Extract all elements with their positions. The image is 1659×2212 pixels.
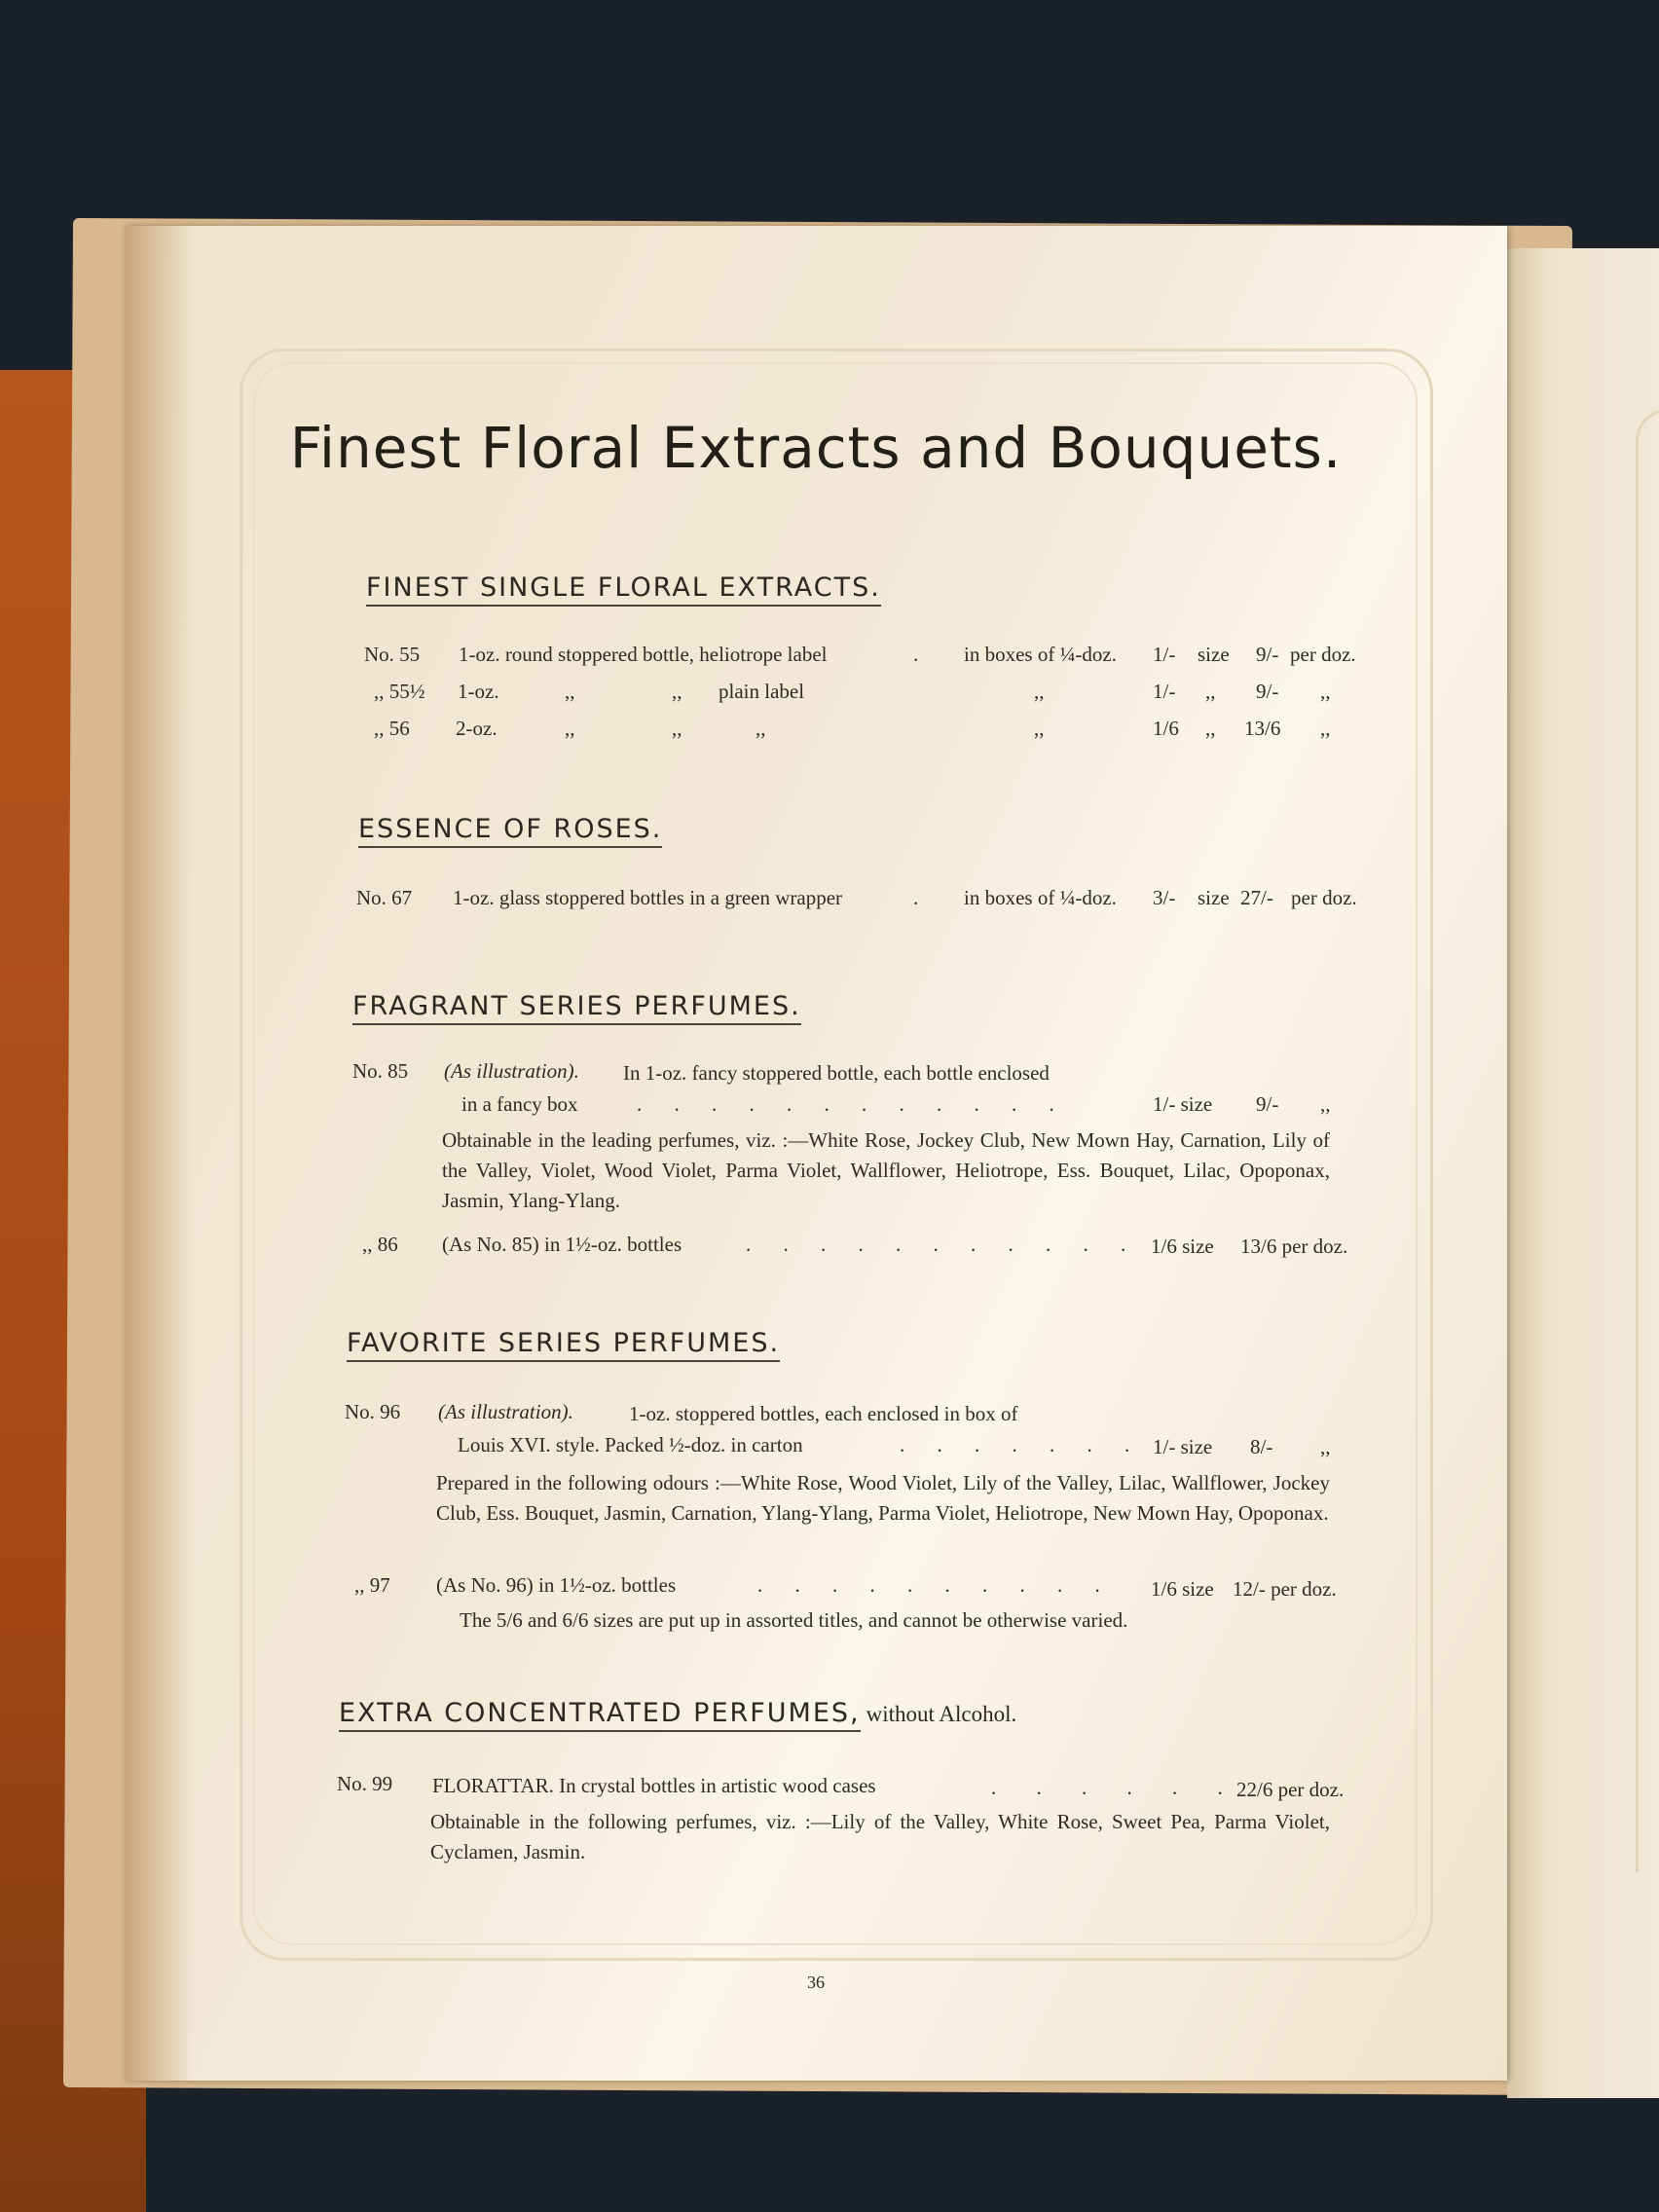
row-96-per: ,,	[1320, 1435, 1331, 1458]
row-86-size: 1/6 size	[1151, 1235, 1214, 1258]
row-56-ditto2: ,,	[672, 717, 682, 740]
row-55half-price: 9/-	[1256, 680, 1279, 703]
row-85-illustration: (As illustration).	[444, 1059, 579, 1083]
row-67-per: per doz.	[1291, 886, 1357, 909]
row-99-leader-dots: . . . . . .	[991, 1776, 1240, 1799]
row-99-line1: FLORATTAR. In crystal bottles in artistic wood cases	[432, 1774, 876, 1797]
row-97-desc: (As No. 96) in 1½-oz. bottles	[436, 1573, 677, 1597]
row-55half-size: 1/-	[1153, 680, 1176, 703]
row-55-per: per doz.	[1290, 643, 1356, 666]
row-55half-ditto2: ,,	[672, 680, 682, 703]
row-85-price: 9/-	[1256, 1092, 1279, 1116]
row-55-boxes: in boxes of ¼-doz.	[964, 643, 1117, 666]
row-55half-desc: 1-oz.	[458, 680, 499, 703]
row-85-leader-dots: . . . . . . . . . . . .	[637, 1092, 1068, 1116]
facing-page-frame	[1636, 409, 1659, 1872]
row-55-dot: .	[913, 643, 919, 666]
section-heading-extra: EXTRA CONCENTRATED PERFUMES, without Alcohol.	[339, 1698, 1016, 1728]
row-55-no: No. 55	[364, 643, 421, 666]
row-85-per: ,,	[1320, 1092, 1331, 1116]
row-56-no: ,, 56	[374, 717, 410, 740]
row-96-price: 8/-	[1250, 1435, 1273, 1458]
row-55half-size-label: ,,	[1205, 680, 1216, 703]
row-55half-ditto1: ,,	[565, 680, 575, 703]
section-heading-favorite: FAVORITE SERIES PERFUMES.	[347, 1328, 780, 1358]
row-67-boxes: in boxes of ¼-doz.	[964, 886, 1117, 909]
row-56-boxes: ,,	[1034, 717, 1045, 740]
row-96-leader-dots: . . . . . . .	[900, 1433, 1144, 1456]
section-heading-single: FINEST SINGLE FLORAL EXTRACTS.	[366, 572, 881, 603]
row-97-note: The 5/6 and 6/6 sizes are put up in assorted titles, and cannot be otherwise varied.	[460, 1608, 1128, 1632]
catalogue-page	[125, 226, 1507, 2081]
row-99-price: 22/6 per doz.	[1236, 1778, 1345, 1801]
row-67-size-label: size	[1198, 886, 1230, 909]
row-55half-per: ,,	[1320, 680, 1331, 703]
row-55-price: 9/-	[1256, 643, 1279, 666]
row-86-price: 13/6 per doz.	[1240, 1235, 1348, 1258]
row-99-obtainable: Obtainable in the following perfumes, viz. :—Lily of the Valley, White Rose, Sweet Pea, Parma Violet, Cyclamen, Jasmin.	[430, 1810, 1330, 1863]
row-56-label: ,,	[756, 717, 766, 740]
row-99-no: No. 99	[337, 1772, 393, 1795]
row-67-desc: 1-oz. glass stoppered bottles in a green wrapper	[453, 886, 843, 909]
row-55half-no: ,, 55½	[374, 680, 425, 703]
row-86-no: ,, 86	[362, 1233, 398, 1256]
row-56-per: ,,	[1320, 717, 1331, 740]
row-85-no: No. 85	[352, 1059, 409, 1083]
row-55half-label: plain label	[719, 680, 805, 703]
row-96-size: 1/- size	[1153, 1435, 1213, 1458]
row-97-no: ,, 97	[354, 1573, 390, 1597]
row-85-obtainable: Obtainable in the leading perfumes, viz. :—White Rose, Jockey Club, New Mown Hay, Carnation, Lily of the Valley, Violet, Wood Violet, Parma Violet, Wallflower, Heliotrope, Ess. Bouquet, Lilac, Opoponax, Jasmin, Ylang-Ylang.	[442, 1128, 1330, 1212]
row-86-desc: (As No. 85) in 1½-oz. bottles	[442, 1233, 682, 1256]
row-86-leader-dots: . . . . . . . . . . .	[746, 1233, 1140, 1256]
section-heading-roses: ESSENCE OF ROSES.	[358, 814, 662, 844]
row-85-size: 1/- size	[1153, 1092, 1213, 1116]
row-55-size: 1/-	[1153, 643, 1176, 666]
row-67-no: No. 67	[356, 886, 413, 909]
row-55-desc: 1-oz. round stoppered bottle, heliotrope label	[459, 643, 828, 666]
row-97-leader-dots: . . . . . . . . . .	[757, 1573, 1114, 1597]
row-96-line1: 1-oz. stoppered bottles, each enclosed in box of	[629, 1402, 1018, 1425]
row-56-ditto1: ,,	[565, 717, 575, 740]
row-96-line2: Louis XVI. style. Packed ½-doz. in carton	[458, 1433, 803, 1456]
row-96-prepared: Prepared in the following odours :—White Rose, Wood Violet, Lily of the Valley, Lilac, Wallflower, Jockey Club, Ess. Bouquet, Jasmin, Carnation, Ylang-Ylang, Parma Violet, Heliotrope, New Mown Hay, Opoponax.	[436, 1471, 1330, 1525]
row-56-price: 13/6	[1244, 717, 1281, 740]
row-97-size: 1/6 size	[1151, 1577, 1214, 1601]
row-56-size-label: ,,	[1205, 717, 1216, 740]
page-number: 36	[807, 1972, 825, 1992]
row-56-size: 1/6	[1153, 717, 1179, 740]
row-67-size: 3/-	[1153, 886, 1176, 909]
row-96-illustration: (As illustration).	[438, 1400, 573, 1423]
row-55half-boxes: ,,	[1034, 680, 1045, 703]
section-heading-fragrant: FRAGRANT SERIES PERFUMES.	[352, 991, 801, 1021]
row-55-size-label: size	[1198, 643, 1230, 666]
row-85-line1: In 1-oz. fancy stoppered bottle, each bottle enclosed	[623, 1061, 1050, 1085]
page-spine-shadow	[125, 226, 193, 2081]
row-97-price: 12/- per doz.	[1233, 1577, 1337, 1601]
row-67-price: 27/-	[1240, 886, 1273, 909]
page-title: Finest Floral Extracts and Bouquets.	[289, 415, 1343, 481]
row-67-dot: .	[913, 886, 919, 909]
row-56-desc: 2-oz.	[456, 717, 498, 740]
row-85-line2: in a fancy box	[461, 1092, 578, 1116]
row-96-no: No. 96	[345, 1400, 401, 1423]
